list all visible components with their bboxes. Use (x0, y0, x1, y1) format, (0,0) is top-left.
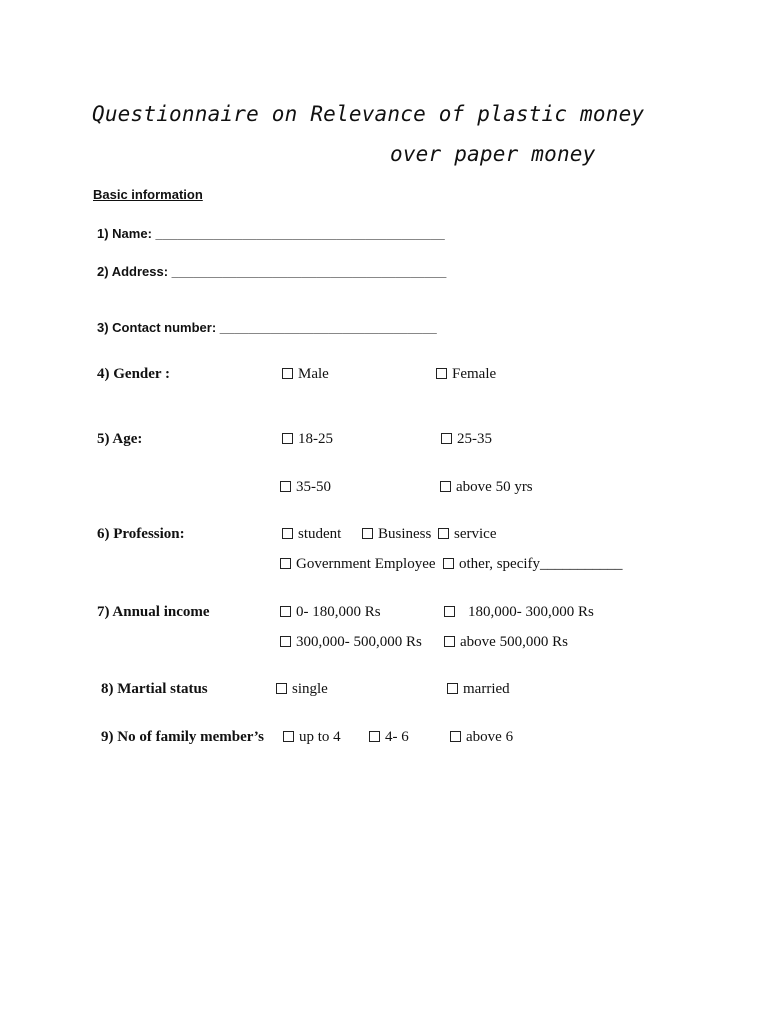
income-option-above-500000[interactable]: above 500,000 Rs (444, 634, 568, 651)
title-line-2: over paper money (390, 142, 596, 166)
marital-option-married[interactable]: married (447, 681, 510, 698)
checkbox-icon[interactable] (438, 528, 449, 539)
family-option-up-to-4[interactable]: up to 4 (283, 729, 341, 746)
checkbox-icon[interactable] (276, 683, 287, 694)
age-option-18-25[interactable]: 18-25 (282, 431, 333, 448)
income-option-300000-500000[interactable]: 300,000- 500,000 Rs (280, 634, 422, 651)
family-option-4-6[interactable]: 4- 6 (369, 729, 409, 746)
checkbox-icon[interactable] (436, 368, 447, 379)
checkbox-icon[interactable] (440, 481, 451, 492)
profession-option-other[interactable]: other, specify___________ (443, 556, 623, 573)
checkbox-icon[interactable] (282, 528, 293, 539)
checkbox-icon[interactable] (444, 606, 455, 617)
income-option-180000-300000[interactable]: 180,000- 300,000 Rs (444, 604, 594, 621)
profession-option-student[interactable]: student (282, 526, 341, 543)
checkbox-icon[interactable] (369, 731, 380, 742)
title-line-1: Questionnaire on Relevance of plastic money (92, 102, 645, 126)
family-option-above-6[interactable]: above 6 (450, 729, 513, 746)
checkbox-icon[interactable] (282, 433, 293, 444)
checkbox-icon[interactable] (280, 558, 291, 569)
section-heading: Basic information (93, 187, 203, 202)
profession-option-government[interactable]: Government Employee (280, 556, 436, 573)
family-members-label: 9) No of family member’s (101, 729, 265, 745)
age-label: 5) Age: (97, 431, 143, 447)
profession-option-service[interactable]: service (438, 526, 496, 543)
checkbox-icon[interactable] (280, 481, 291, 492)
income-option-0-180000[interactable]: 0- 180,000 Rs (280, 604, 381, 621)
checkbox-icon[interactable] (280, 606, 291, 617)
gender-option-female[interactable]: Female (436, 366, 496, 383)
checkbox-icon[interactable] (443, 558, 454, 569)
profession-label: 6) Profession: (97, 526, 185, 542)
profession-option-business[interactable]: Business (362, 526, 431, 543)
checkbox-icon[interactable] (283, 731, 294, 742)
checkbox-icon[interactable] (444, 636, 455, 647)
marital-status-label: 8) Martial status (101, 681, 208, 697)
marital-option-single[interactable]: single (276, 681, 328, 698)
checkbox-icon[interactable] (282, 368, 293, 379)
age-option-above-50[interactable]: above 50 yrs (440, 479, 533, 496)
age-option-25-35[interactable]: 25-35 (441, 431, 492, 448)
contact-number-field[interactable]: 3) Contact number: ______________________________ (97, 320, 437, 335)
checkbox-icon[interactable] (450, 731, 461, 742)
age-option-35-50[interactable]: 35-50 (280, 479, 331, 496)
gender-option-male[interactable]: Male (282, 366, 329, 383)
checkbox-icon[interactable] (441, 433, 452, 444)
name-field[interactable]: 1) Name: ________________________________________ (97, 226, 445, 241)
checkbox-icon[interactable] (280, 636, 291, 647)
income-label: 7) Annual income (97, 604, 210, 620)
checkbox-icon[interactable] (362, 528, 373, 539)
checkbox-icon[interactable] (447, 683, 458, 694)
gender-label: 4) Gender : (97, 366, 171, 382)
address-field[interactable]: 2) Address: ______________________________________ (97, 264, 447, 279)
